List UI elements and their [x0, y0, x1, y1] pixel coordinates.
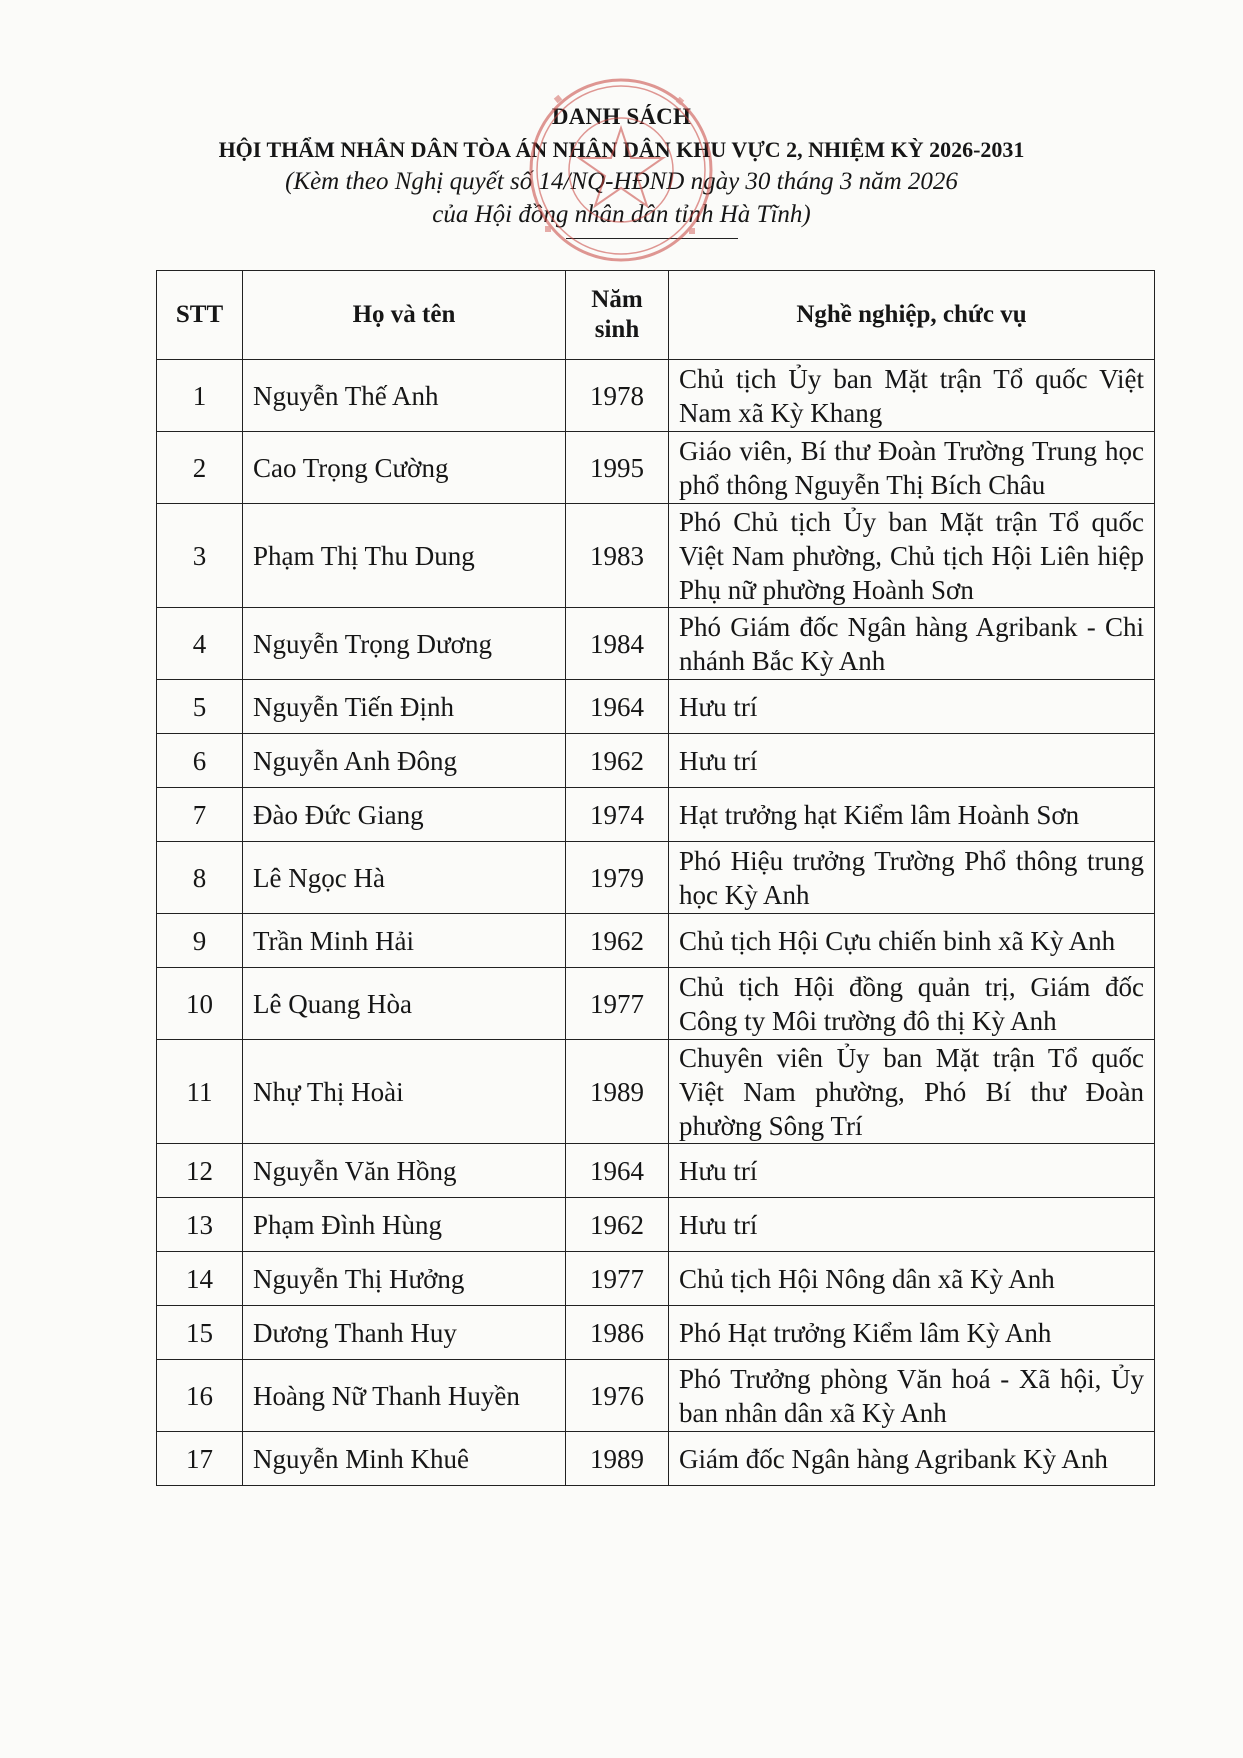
table-row [157, 1040, 1155, 1144]
row-occupation: Phó Trưởng phòng Văn hoá - Xã hội, Ủy ban nhân dân xã Kỳ Anh [669, 1360, 1155, 1432]
row-stt: 17 [157, 1432, 243, 1486]
table-row [157, 914, 1155, 968]
row-occupation: Hưu trí [669, 680, 1155, 734]
row-occupation: Phó Giám đốc Ngân hàng Agribank - Chi nhánh Bắc Kỳ Anh [669, 608, 1155, 680]
row-name: Dương Thanh Huy [243, 1306, 566, 1360]
row-name: Hoàng Nữ Thanh Huyền [243, 1360, 566, 1432]
row-occupation: Chủ tịch Ủy ban Mặt trận Tổ quốc Việt Nam xã Kỳ Khang [669, 360, 1155, 432]
row-occupation: Phó Hạt trưởng Kiểm lâm Kỳ Anh [669, 1306, 1155, 1360]
row-name: Đào Đức Giang [243, 788, 566, 842]
row-birth-year: 1977 [566, 1252, 669, 1306]
row-birth-year: 1962 [566, 1198, 669, 1252]
row-stt: 1 [157, 360, 243, 432]
table-row [157, 504, 1155, 608]
row-stt: 7 [157, 788, 243, 842]
row-birth-year: 1964 [566, 680, 669, 734]
row-birth-year: 1979 [566, 842, 669, 914]
table-row [157, 1252, 1155, 1306]
row-birth-year: 1962 [566, 914, 669, 968]
jurors-table [156, 270, 1155, 1486]
row-occupation: Giáo viên, Bí thư Đoàn Trường Trung học phổ thông Nguyễn Thị Bích Châu [669, 432, 1155, 504]
row-birth-year: 1984 [566, 608, 669, 680]
row-occupation: Hưu trí [669, 1144, 1155, 1198]
table-row [157, 680, 1155, 734]
official-seal-icon [527, 76, 715, 264]
row-occupation: Hạt trưởng hạt Kiểm lâm Hoành Sơn [669, 788, 1155, 842]
row-stt: 4 [157, 608, 243, 680]
row-name: Phạm Đình Hùng [243, 1198, 566, 1252]
column-header-birth-year [566, 271, 669, 360]
table-row [157, 1432, 1155, 1486]
row-stt: 9 [157, 914, 243, 968]
row-birth-year: 1986 [566, 1306, 669, 1360]
row-stt: 11 [157, 1040, 243, 1144]
row-stt: 5 [157, 680, 243, 734]
table-row [157, 1306, 1155, 1360]
row-stt: 10 [157, 968, 243, 1040]
table-row [157, 1360, 1155, 1432]
document-subtitle: HỘI THẨM NHÂN DÂN TÒA ÁN NHÂN DÂN KHU VỰC 2, NHIỆM KỲ 2026-2031 [218, 137, 1025, 162]
table-row [157, 360, 1155, 432]
table-header-row [157, 271, 1155, 360]
row-name: Nguyễn Anh Đông [243, 734, 566, 788]
row-occupation: Phó Chủ tịch Ủy ban Mặt trận Tổ quốc Việt Nam phường, Chủ tịch Hội Liên hiệp Phụ nữ phường Hoành Sơn [669, 504, 1155, 608]
row-birth-year: 1978 [566, 360, 669, 432]
row-occupation: Chủ tịch Hội đồng quản trị, Giám đốc Công ty Môi trường đô thị Kỳ Anh [669, 968, 1155, 1040]
row-occupation: Giám đốc Ngân hàng Agribank Kỳ Anh [669, 1432, 1155, 1486]
row-stt: 14 [157, 1252, 243, 1306]
row-stt: 15 [157, 1306, 243, 1360]
table-row [157, 788, 1155, 842]
row-occupation: Chủ tịch Hội Nông dân xã Kỳ Anh [669, 1252, 1155, 1306]
row-birth-year: 1989 [566, 1040, 669, 1144]
column-header-name: Họ và tên [243, 271, 566, 360]
table-row [157, 842, 1155, 914]
row-name: Nguyễn Văn Hồng [243, 1144, 566, 1198]
column-header-birth-year-line2: sinh [594, 316, 640, 343]
row-birth-year: 1974 [566, 788, 669, 842]
table-row [157, 968, 1155, 1040]
row-birth-year: 1962 [566, 734, 669, 788]
row-name: Nguyễn Trọng Dương [243, 608, 566, 680]
resolution-note: (Kèm theo Nghị quyết số 14/NQ-HĐND ngày 30 tháng 3 năm 2026 [285, 168, 958, 195]
row-name: Lê Quang Hòa [243, 968, 566, 1040]
row-name: Nguyễn Tiến Định [243, 680, 566, 734]
column-header-birth-year-line1: Năm [591, 286, 643, 313]
row-name: Phạm Thị Thu Dung [243, 504, 566, 608]
column-header-occupation: Nghề nghiệp, chức vụ [669, 271, 1155, 360]
row-name: Nguyễn Minh Khuê [243, 1432, 566, 1486]
row-stt: 8 [157, 842, 243, 914]
row-occupation: Chuyên viên Ủy ban Mặt trận Tổ quốc Việt Nam phường, Phó Bí thư Đoàn phường Sông Trí [669, 1040, 1155, 1144]
row-name: Cao Trọng Cường [243, 432, 566, 504]
row-name: Nguyễn Thị Hưởng [243, 1252, 566, 1306]
resolution-note-issuer: của Hội đồng nhân dân tỉnh Hà Tĩnh) [432, 201, 811, 228]
row-birth-year: 1976 [566, 1360, 669, 1432]
row-occupation: Hưu trí [669, 734, 1155, 788]
row-birth-year: 1983 [566, 504, 669, 608]
table-row [157, 1144, 1155, 1198]
row-stt: 12 [157, 1144, 243, 1198]
table-row [157, 1198, 1155, 1252]
document-title: DANH SÁCH [551, 104, 692, 129]
row-birth-year: 1977 [566, 968, 669, 1040]
table-row [157, 432, 1155, 504]
row-name: Nhự Thị Hoài [243, 1040, 566, 1144]
row-occupation: Phó Hiệu trưởng Trường Phổ thông trung học Kỳ Anh [669, 842, 1155, 914]
row-birth-year: 1989 [566, 1432, 669, 1486]
column-header-stt: STT [157, 271, 243, 360]
table-row [157, 608, 1155, 680]
table-row [157, 734, 1155, 788]
row-birth-year: 1964 [566, 1144, 669, 1198]
row-stt: 16 [157, 1360, 243, 1432]
row-occupation: Hưu trí [669, 1198, 1155, 1252]
row-name: Trần Minh Hải [243, 914, 566, 968]
row-stt: 2 [157, 432, 243, 504]
row-stt: 13 [157, 1198, 243, 1252]
row-birth-year: 1995 [566, 432, 669, 504]
row-name: Lê Ngọc Hà [243, 842, 566, 914]
row-name: Nguyễn Thế Anh [243, 360, 566, 432]
row-occupation: Chủ tịch Hội Cựu chiến binh xã Kỳ Anh [669, 914, 1155, 968]
row-stt: 3 [157, 504, 243, 608]
row-stt: 6 [157, 734, 243, 788]
